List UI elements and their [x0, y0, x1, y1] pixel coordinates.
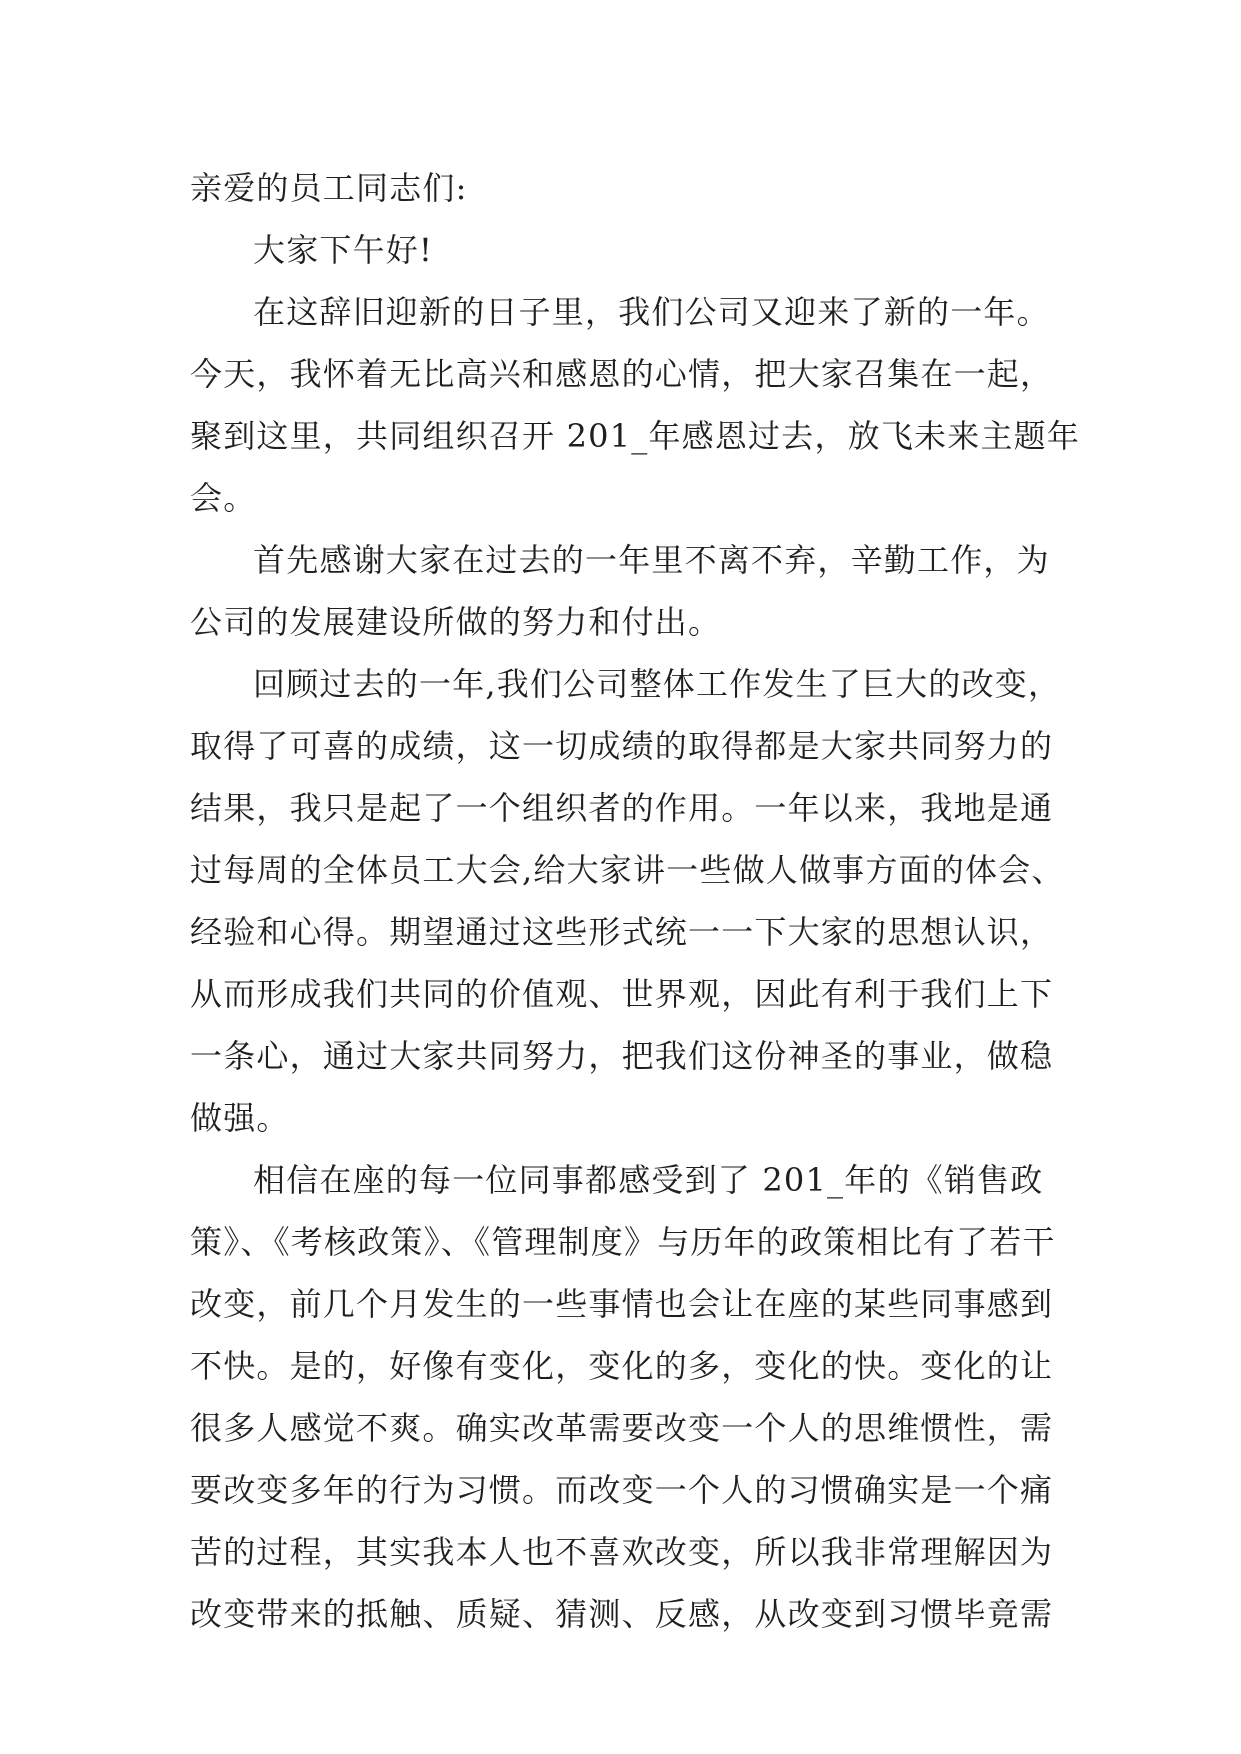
- paragraph-3-line: 做强。: [190, 1099, 290, 1137]
- paragraph-3-line: 结果，我只是起了一个组织者的作用。一年以来，我地是通: [190, 789, 1054, 827]
- paragraph-4-line: 很多人感觉不爽。确实改革需要改变一个人的思维惯性，需: [190, 1409, 1054, 1447]
- paragraph-3-line: 经验和心得。期望通过这些形式统一一下大家的思想认识，: [190, 913, 1054, 951]
- paragraph-3-line: 过每周的全体员工大会,给大家讲一些做人做事方面的体会、: [190, 851, 1065, 889]
- salutation: 亲爱的员工同志们:: [190, 169, 468, 207]
- paragraph-4-line: 要改变多年的行为习惯。而改变一个人的习惯确实是一个痛: [190, 1471, 1054, 1509]
- paragraph-4-line: 不快。是的，好像有变化，变化的多，变化的快。变化的让: [190, 1347, 1054, 1385]
- paragraph-4-line: 策》、《考核政策》、《管理制度》与历年的政策相比有了若干: [190, 1223, 1056, 1261]
- paragraph-1-line: 会。: [190, 479, 257, 517]
- paragraph-1-line: 今天，我怀着无比高兴和感恩的心情，把大家召集在一起，: [190, 355, 1054, 393]
- paragraph-3-line: 从而形成我们共同的价值观、世界观，因此有利于我们上下: [190, 975, 1054, 1013]
- paragraph-4-line: 改变，前几个月发生的一些事情也会让在座的某些同事感到: [190, 1285, 1054, 1323]
- paragraph-4-line: 苦的过程，其实我本人也不喜欢改变，所以我非常理解因为: [190, 1533, 1054, 1571]
- paragraph-3-line: 取得了可喜的成绩，这一切成绩的取得都是大家共同努力的: [190, 727, 1054, 765]
- paragraph-3-line: 一条心，通过大家共同努力，把我们这份神圣的事业，做稳: [190, 1037, 1054, 1075]
- paragraph-4-line: 改变带来的抵触、质疑、猜测、反感，从改变到习惯毕竟需: [190, 1595, 1054, 1633]
- paragraph-2-line: 公司的发展建设所做的努力和付出。: [190, 603, 722, 641]
- paragraph-2-line: 首先感谢大家在过去的一年里不离不弃，辛勤工作，为: [253, 541, 1050, 579]
- paragraph-3-line: 回顾过去的一年,我们公司整体工作发生了巨大的改变，: [253, 665, 1062, 703]
- paragraph-4-line: 相信在座的每一位同事都感受到了 201_年的《销售政: [253, 1161, 1044, 1199]
- paragraph-1-line: 在这辞旧迎新的日子里，我们公司又迎来了新的一年。: [253, 293, 1050, 331]
- paragraph-1-line: 聚到这里，共同组织召开 201_年感恩过去，放飞未来主题年: [190, 417, 1081, 455]
- greeting: 大家下午好!: [253, 231, 434, 269]
